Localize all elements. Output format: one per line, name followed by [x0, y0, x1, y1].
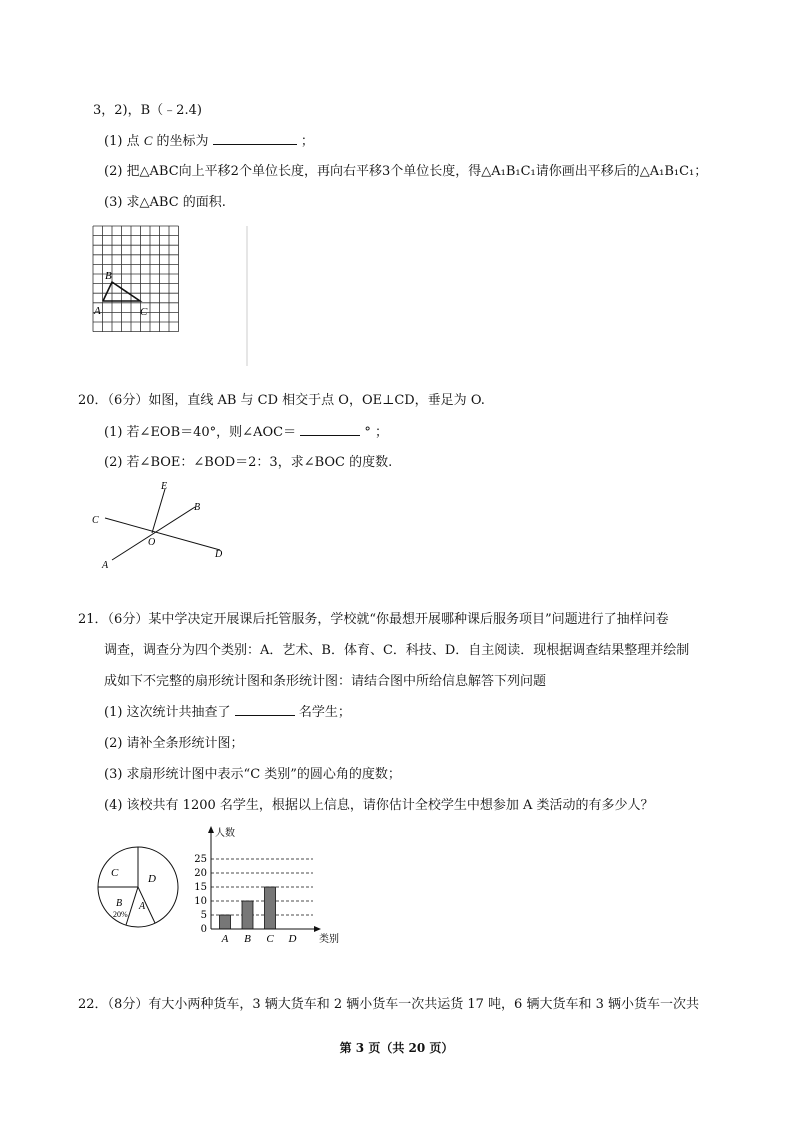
pie-label-b-percent: 20% — [113, 910, 128, 919]
bar-chart — [185, 826, 345, 946]
q21-part2: (2) 请补全条形统计图； — [104, 736, 244, 751]
label-a: A — [102, 560, 109, 571]
q20-stem: 20．（6分）如图，直线 AB 与 CD 相交于点 O，OE⊥CD，垂足为 O. — [78, 393, 485, 408]
label-e: E — [161, 481, 168, 492]
bar-a — [220, 915, 231, 929]
label-o: O — [148, 537, 156, 548]
q19-part1-suffix: 的坐标为 — [156, 134, 209, 149]
x-tick-label: C — [266, 933, 274, 945]
grid-label-a: A — [94, 305, 101, 317]
q20-part1-end: ° ； — [364, 425, 388, 440]
q21-part4: (4) 该校共有 1200 名学生，根据以上信息，请你估计全校学生中想参加 A 类活动的有多少人？ — [104, 798, 654, 813]
q20-part2: (2) 若∠BOE：∠BOD＝2：3，求∠BOC 的度数. — [104, 455, 393, 470]
label-d: D — [215, 549, 223, 560]
grid-label-b: B — [105, 270, 112, 282]
bar-b — [242, 901, 253, 929]
y-axis-arrow — [208, 826, 214, 833]
label-b: B — [194, 502, 201, 513]
q21-line3: 成如下不完整的扇形统计图和条形统计图：请结合图中所给信息解答下列问题 — [104, 674, 547, 689]
q19-part1-var: C — [143, 133, 153, 148]
q21-part1-answer-blank[interactable] — [235, 715, 295, 716]
pie-label-c: C — [111, 867, 119, 879]
y-axis-title: 人数 — [215, 828, 235, 839]
q20-part1 — [104, 425, 388, 441]
grid-label-c: C — [140, 306, 148, 318]
q19-part1 — [104, 133, 314, 150]
y-tick-label: 20 — [194, 868, 207, 879]
x-tick-label: B — [244, 933, 251, 945]
q22-line1: 22．（8分）有大小两种货车，3 辆大货车和 2 辆小货车一次共运货 17 吨，6 辆大货车和 3 辆小货车一次共 — [78, 997, 699, 1012]
q21-part1 — [104, 705, 351, 721]
q21-part3: (3) 求扇形统计图中表示“C 类别”的圆心角的度数； — [104, 767, 401, 782]
q19-part1-answer-blank[interactable] — [213, 144, 297, 145]
q20-part1-text: (1) 若∠EOB＝40°，则∠AOC＝ — [104, 425, 297, 440]
pie-label-b: B — [116, 898, 123, 909]
ray-oe — [152, 489, 165, 533]
y-tick-label: 10 — [194, 896, 207, 907]
q21-line1: 21．（6分）某中学决定开展课后托管服务，学校就“你最想开展哪种课后服务项目”问题进行了抽样问卷 — [78, 612, 669, 627]
q21-line2: 调查，调查分为四个类别：A．艺术、B．体育、C．科技、D．自主阅读．现根据调查结果整理并绘制 — [104, 643, 690, 658]
q19-part2: (2) 把△ABC向上平移2个单位长度，再向右平移3个单位长度，得△A₁B₁C₁请你画出平移后的△A₁B₁C₁； — [104, 164, 708, 179]
q19-grid-figure — [93, 226, 253, 366]
q21-part1-end: 名学生； — [298, 705, 351, 720]
y-tick-label: 0 — [200, 924, 207, 935]
q20-part1-answer-blank[interactable] — [300, 435, 360, 436]
q19-part1-prefix: (1) 点 — [104, 134, 140, 149]
y-tick-label: 15 — [194, 882, 207, 893]
x-tick-label: A — [221, 933, 229, 945]
line-ab — [112, 507, 195, 560]
q19-part3: (3) 求△ABC 的面积. — [104, 195, 226, 210]
y-tick-label: 25 — [194, 854, 207, 865]
q19-continuation-line: 3，2)，B（﹣2.4) — [93, 103, 202, 118]
x-tick-label: D — [288, 933, 297, 945]
page-footer: 第 3 页（共 20 页） — [339, 1041, 454, 1055]
x-axis-arrow — [314, 926, 321, 932]
pie-chart — [93, 842, 183, 932]
q19-part1-end: ； — [300, 134, 314, 149]
pie-label-a: A — [139, 901, 146, 912]
q20-lines-figure — [90, 480, 240, 575]
bar-c — [265, 887, 276, 929]
pie-label-d: D — [148, 873, 156, 885]
x-axis-title: 类别 — [319, 934, 339, 945]
label-c: C — [92, 515, 99, 526]
line-cd — [105, 518, 220, 550]
q21-part1-text: (1) 这次统计共抽查了 — [104, 705, 231, 720]
y-tick-label: 5 — [200, 910, 207, 921]
